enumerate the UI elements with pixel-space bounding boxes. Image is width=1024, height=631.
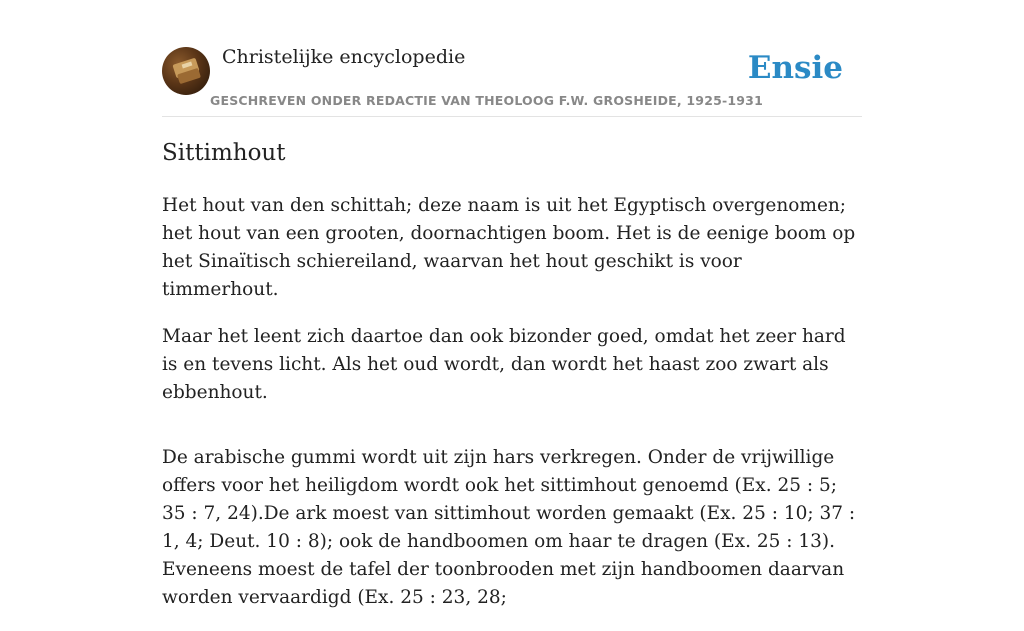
page-title: Sittimhout bbox=[162, 140, 286, 166]
site-title[interactable]: Christelijke encyclopedie bbox=[222, 46, 466, 68]
article-paragraph: De arabische gummi wordt uit zijn hars verkregen. Onder de vrijwillige offers voor het heiligdom wordt ook het sittimhout genoemd (Ex. 25 : 5; 35 : 7, 24).De ark moest van sittimhout worden gemaakt (Ex. 25 : 10; 37 : 1, 4; Deut. 10 : 8); ook de handboomen om haar te dragen (Ex. 25 : 13). Eveneens moest de tafel der toonbrooden met zijn handboomen daarvan worden vervaardigd (Ex. 25 : 23, 28; bbox=[162, 447, 856, 608]
article-body bbox=[162, 192, 862, 631]
site-subtitle: GESCHREVEN ONDER REDACTIE VAN THEOLOOG F.W. GROSHEIDE, 1925-1931 bbox=[210, 93, 763, 108]
books-icon[interactable] bbox=[162, 47, 210, 95]
brand-logo[interactable]: Ensie bbox=[747, 50, 843, 86]
article-paragraph: Het hout van den schittah; deze naam is uit het Egyptisch overgenomen; het hout van een grooten, doornachtigen boom. Het is de eenige boom op het Sinaïtisch schiereiland, waarvan het hout geschikt is voor timmerhout. bbox=[162, 195, 856, 300]
article-paragraph: Maar het leent zich daartoe dan ook bizonder goed, omdat het zeer hard is en tevens licht. Als het oud wordt, dan wordt het haast zoo zwart als ebbenhout. bbox=[162, 326, 846, 403]
site-header bbox=[162, 44, 862, 117]
